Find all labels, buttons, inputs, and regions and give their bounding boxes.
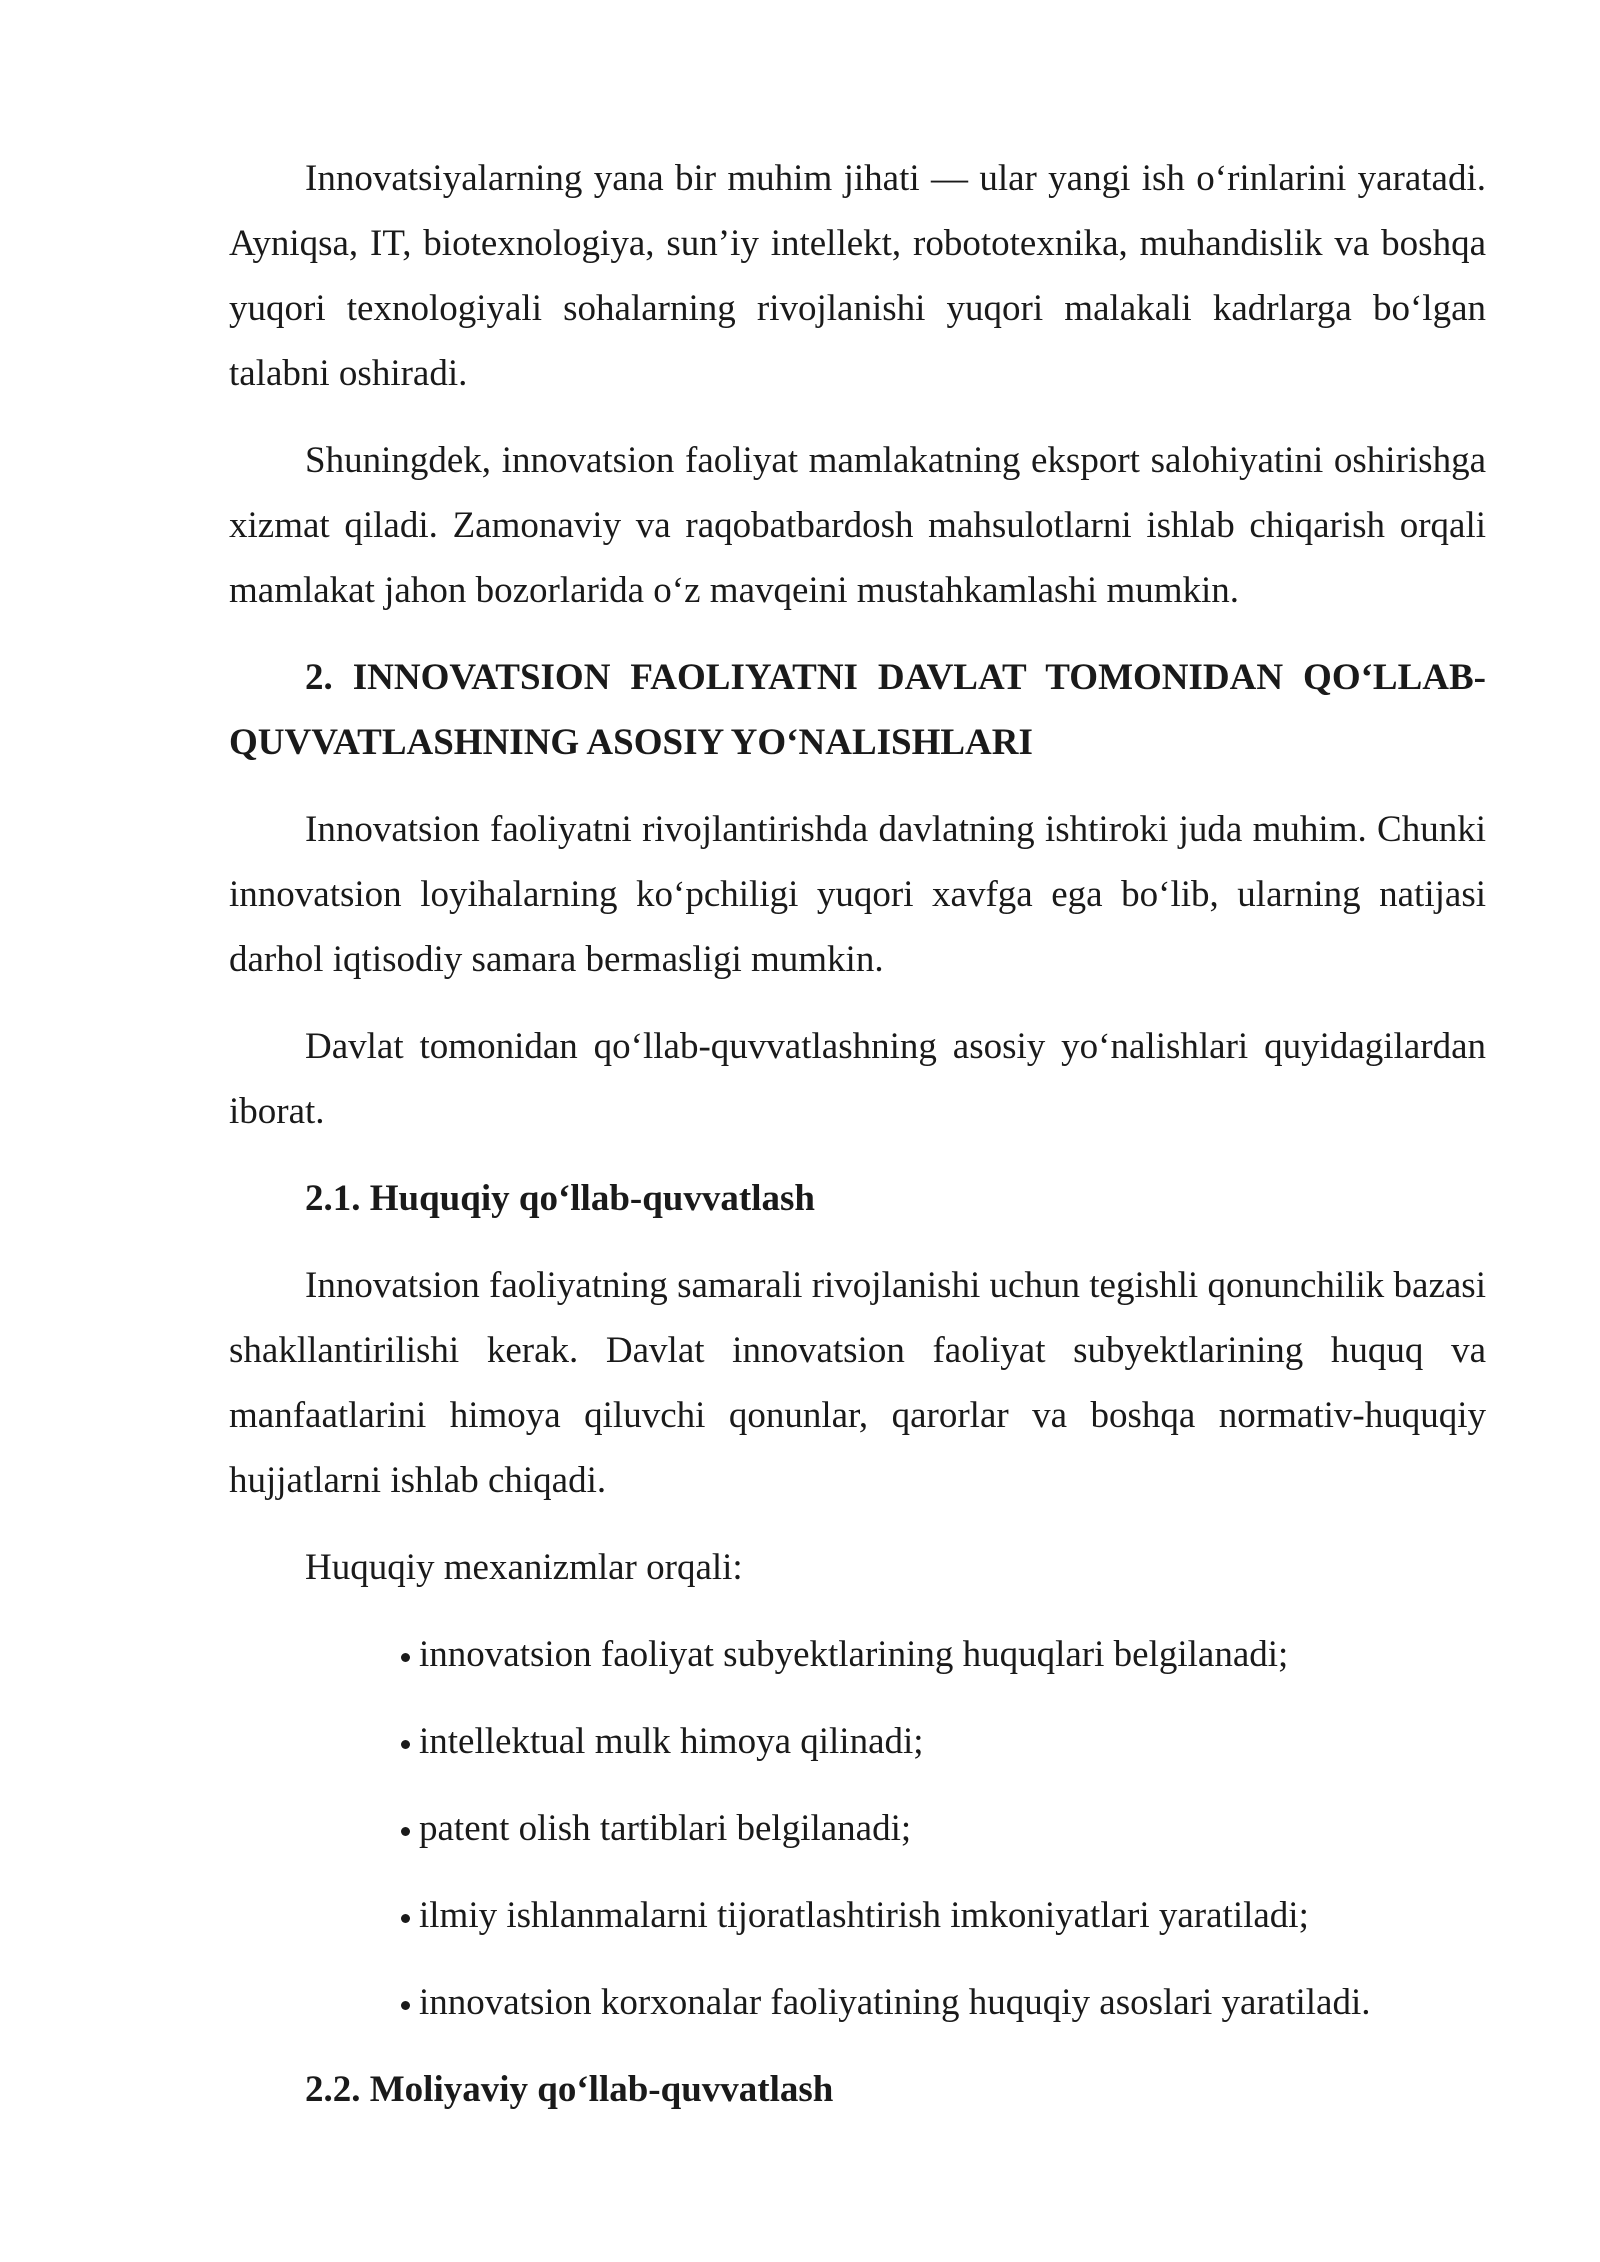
paragraph-new-jobs: Innovatsiyalarning yana bir muhim jihati — ular yangi ish o‘rinlarini yaratadi. Ayniqsa, IT, biotexnologiya, sun’iy intellekt, robototexnika, muhandislik va boshqa yuqori texnologiyali sohalarning rivojlanishi yuqori malakali kadrlarga bo‘lgan talabni oshiradi. <box>229 158 1486 394</box>
section-2-2-heading: 2.2. Moliyaviy qo‘llab-quvvatlash <box>305 2069 834 2110</box>
list-item <box>229 1970 1486 2035</box>
list-item-text: intellektual mulk himoya qilinadi; <box>419 1721 924 1762</box>
list-item-text: patent olish tartiblari belgilanadi; <box>419 1808 912 1849</box>
bullet-icon <box>401 1740 410 1749</box>
list-item <box>229 1622 1486 1687</box>
list-item <box>229 1709 1486 1774</box>
bullet-icon <box>401 2001 410 2010</box>
list-item-text: ilmiy ishlanmalarni tijoratlashtirish imkoniyatlari yaratiladi; <box>419 1895 1309 1936</box>
paragraph-export-potential: Shuningdek, innovatsion faoliyat mamlakatning eksport salohiyatini oshirishga xizmat qiladi. Zamonaviy va raqobatbardosh mahsulotlarni ishlab chiqarish orqali mamlakat jahon bozorlarida o‘z mavqeini mustahkamlashi mumkin. <box>229 440 1486 611</box>
legal-mechanisms-list <box>229 1622 1486 2035</box>
bullet-icon <box>401 1914 410 1923</box>
list-intro: Huquqiy mexanizmlar orqali: <box>305 1547 743 1588</box>
bullet-icon <box>401 1827 410 1836</box>
section-2-1-heading: 2.1. Huquqiy qo‘llab-quvvatlash <box>305 1178 815 1219</box>
paragraph-state-participation: Innovatsion faoliyatni rivojlantirishda davlatning ishtiroki juda muhim. Chunki innovatsion loyihalarning ko‘pchiligi yuqori xavfga ega bo‘lib, ularning natijasi darhol iqtisodiy samara bermasligi mumkin. <box>229 809 1486 980</box>
document-page <box>229 146 1486 2144</box>
paragraph-legal-framework: Innovatsion faoliyatning samarali rivojlanishi uchun tegishli qonunchilik bazasi shakllantirilishi kerak. Davlat innovatsion faoliyat subyektlarining huquq va manfaatlarini himoya qiluvchi qonunlar, qarorlar va boshqa normativ-huquqiy hujjatlarni ishlab chiqadi. <box>229 1265 1486 1501</box>
bullet-icon <box>401 1653 410 1662</box>
list-item <box>229 1796 1486 1861</box>
list-item-text: innovatsion faoliyat subyektlarining huquqlari belgilanadi; <box>419 1634 1289 1675</box>
paragraph-main-directions: Davlat tomonidan qo‘llab-quvvatlashning asosiy yo‘nalishlari quyidagilardan iborat. <box>229 1026 1486 1132</box>
list-item <box>229 1883 1486 1948</box>
section-2-heading: 2. INNOVATSION FAOLIYATNI DAVLAT TOMONIDAN QO‘LLAB-QUVVATLASHNING ASOSIY YO‘NALISHLARI <box>229 657 1486 763</box>
list-item-text: innovatsion korxonalar faoliyatining huquqiy asoslari yaratiladi. <box>419 1982 1371 2023</box>
